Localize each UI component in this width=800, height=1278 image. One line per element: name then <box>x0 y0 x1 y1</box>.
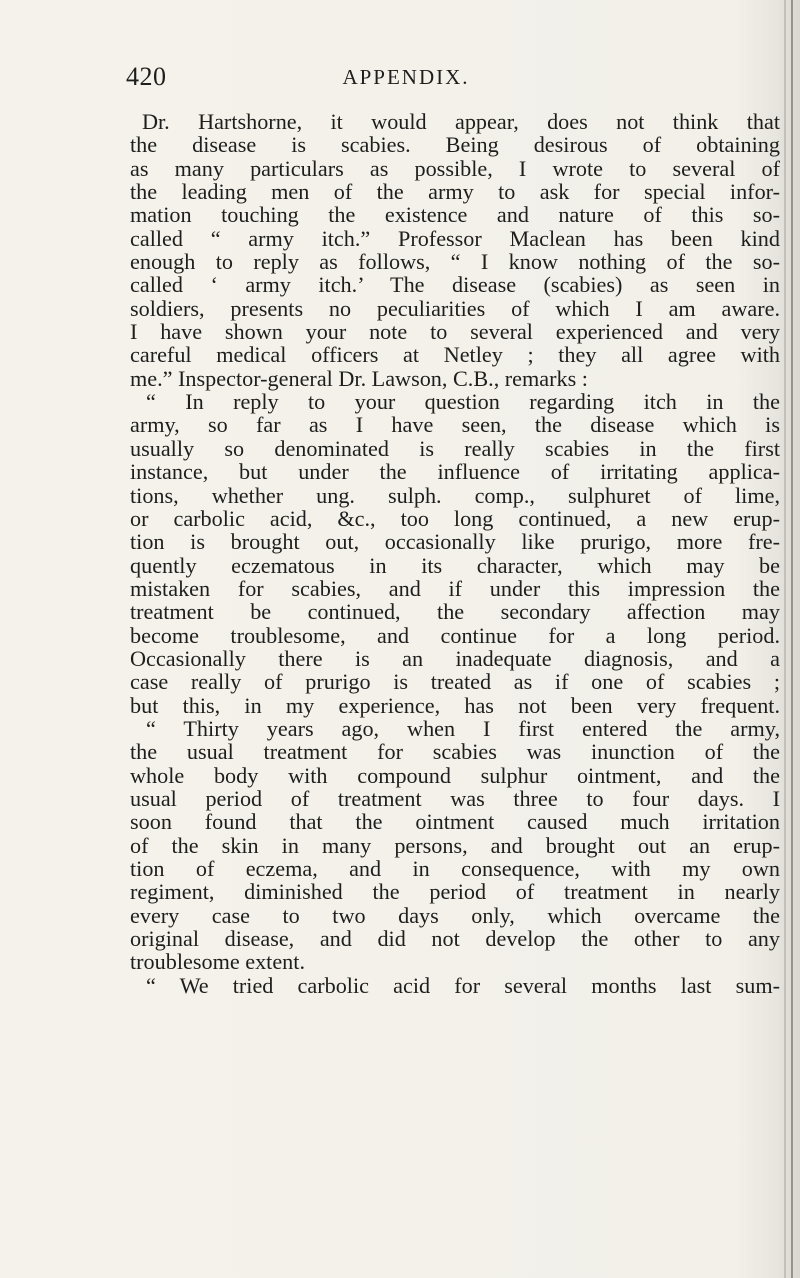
text-line: soon found that the ointment caused much irritation <box>130 809 780 835</box>
text-line: “ We tried carbolic acid for several months last sum- <box>146 972 780 998</box>
text-line: case really of prurigo is treated as if one of scabies ; <box>130 669 780 695</box>
text-line: called “ army itch.” Professor Maclean has been kind <box>130 225 780 251</box>
text-line: as many particulars as possible, I wrote to several of <box>130 155 780 181</box>
text-line: me.” Inspector-general Dr. Lawson, C.B., remarks : <box>130 365 588 391</box>
text-line: the usual treatment for scabies was inunction of the <box>130 739 780 765</box>
text-line: soldiers, presents no peculiarities of which I am aware. <box>130 295 780 321</box>
text-line: called ‘ army itch.’ The disease (scabies) as seen in <box>130 272 780 298</box>
text-line: tion is brought out, occasionally like prurigo, more fre- <box>130 529 780 555</box>
body-text <box>130 110 780 997</box>
text-line: army, so far as I have seen, the disease which is <box>130 412 780 438</box>
text-line: every case to two days only, which overcame the <box>130 902 780 928</box>
text-line: usually so denominated is really scabies in the first <box>130 435 780 461</box>
text-line: careful medical officers at Netley ; they all agree with <box>130 342 780 368</box>
page-header <box>126 62 686 94</box>
text-line: tion of eczema, and in consequence, with my own <box>130 856 780 881</box>
text-line: the disease is scabies. Being desirous of obtaining <box>130 132 780 158</box>
text-line: troublesome extent. <box>130 949 305 975</box>
text-line: “ Thirty years ago, when I first entered the army, <box>146 715 780 741</box>
text-line: quently eczematous in its character, which may be <box>130 552 780 578</box>
text-line: but this, in my experience, has not been very frequent. <box>130 692 780 718</box>
text-line: “ In reply to your question regarding itch in the <box>146 389 780 415</box>
text-line: original disease, and did not develop the other to any <box>130 926 780 952</box>
running-head: APPENDIX. <box>342 65 470 89</box>
text-line: of the skin in many persons, and brought out an erup- <box>130 832 780 858</box>
page-number: 420 <box>126 62 167 91</box>
text-line: Occasionally there is an inadequate diagnosis, and a <box>130 645 780 671</box>
page-edge-line <box>791 0 793 1278</box>
text-line: or carbolic acid, &c., too long continued, a new erup- <box>130 505 780 531</box>
text-line: mistaken for scabies, and if under this impression the <box>130 575 780 601</box>
text-line: usual period of treatment was three to four days. I <box>130 785 780 811</box>
text-line: whole body with compound sulphur ointment, and the <box>130 762 780 788</box>
text-line: tions, whether ung. sulph. comp., sulphuret of lime, <box>130 482 780 508</box>
text-line: become troublesome, and continue for a long period. <box>130 622 780 648</box>
text-line: regiment, diminished the period of treatment in nearly <box>130 879 780 905</box>
text-line: Dr. Hartshorne, it would appear, does not think that <box>142 109 780 134</box>
text-line: enough to reply as follows, “ I know nothing of the so- <box>130 249 780 275</box>
text-line: I have shown your note to several experienced and very <box>130 319 780 345</box>
text-line: treatment be continued, the secondary affection may <box>130 599 780 625</box>
page-edge-line <box>784 0 786 1278</box>
text-line: the leading men of the army to ask for special infor- <box>130 179 780 205</box>
text-line: instance, but under the influence of irritating applica- <box>130 459 780 485</box>
text-line: mation touching the existence and nature of this so- <box>130 202 780 228</box>
